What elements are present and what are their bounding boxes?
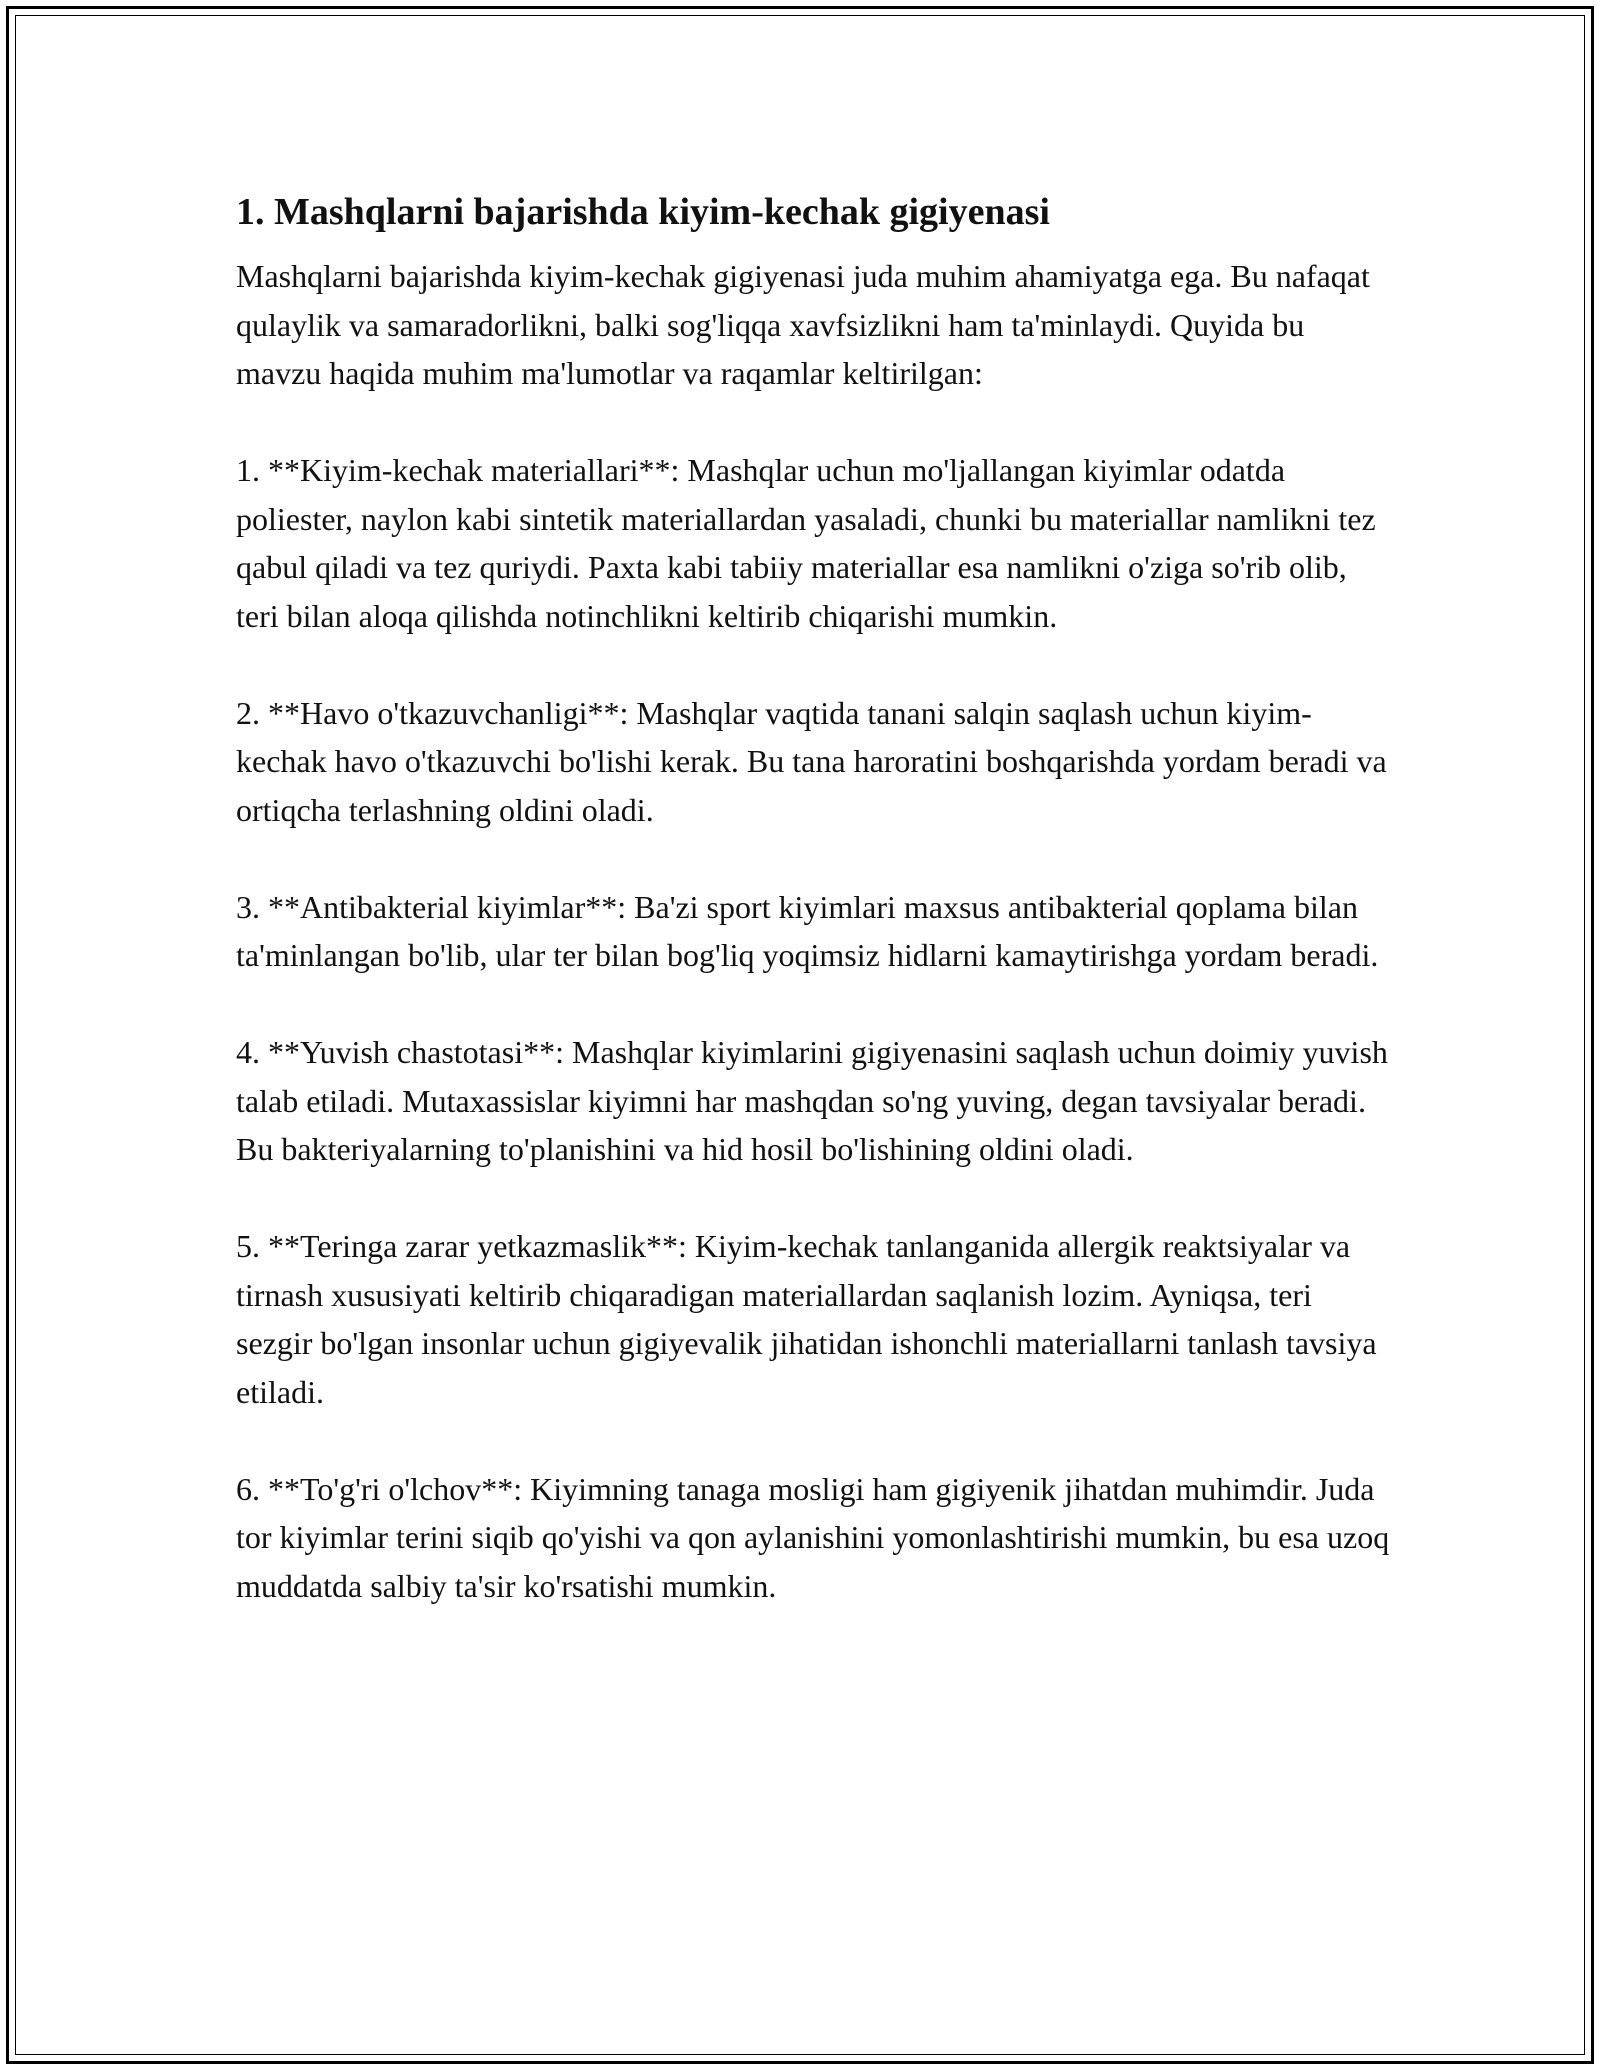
intro-paragraph: Mashqlarni bajarishda kiyim-kechak gigiyenasi juda muhim ahamiyatga ega. Bu nafaqat qulaylik va samaradorlikni, balki sog'liqqa xavfsizlikni ham ta'minlaydi. Quyida bu mavzu haqida muhim ma'lumotlar va raqamlar keltirilgan: xyxy=(236,258,1370,391)
list-item-skin-safety: 5. **Teringa zarar yetkazmaslik**: Kiyim-kechak tanlanganida allergik reaktsiyalar va tirnash xususiyati keltirib chiqaradigan materiallardan saqlanish lozim. Ayniqsa, teri sezgir bo'lgan insonlar uchun gigiyevalik jihatidan ishonchli materiallarni tanlash tavsiya etiladi. xyxy=(236,1228,1377,1410)
list-item-fit: 6. **To'g'ri o'lchov**: Kiyimning tanaga mosligi ham gigiyenik jihatdan muhimdir. Juda tor kiyimlar terini siqib qo'yishi va qon aylanishini yomonlashtirishi mumkin, bu esa uzoq muddatda salbiy ta'sir ko'rsatishi mumkin. xyxy=(236,1470,1390,1604)
list-item-washing: 4. **Yuvish chastotasi**: Mashqlar kiyimlarini gigiyenasini saqlash uchun doimiy yuvish talab etiladi. Mutaxassislar kiyimni har mashqdan so'ng yuving, degan tavsiyalar beradi. Bu bakteriyalarning to'planishini va hid hosil bo'lishining oldini oladi. xyxy=(236,1034,1388,1167)
document-body xyxy=(236,188,1396,1659)
list-item-breathability: 2. **Havo o'tkazuvchanligi**: Mashqlar vaqtida tanani salqin saqlash uchun kiyim-kechak havo o'tkazuvchi bo'lishi kerak. Bu tana haroratini boshqarishda yordam beradi va ortiqcha terlashning oldini oladi. xyxy=(236,694,1387,828)
list-item-materials: 1. **Kiyim-kechak materiallari**: Mashqlar uchun mo'ljallangan kiyimlar odatda poliester, naylon kabi sintetik materiallardan yasaladi, chunki bu materiallar namlikni tez qabul qiladi va tez quriydi. Paxta kabi tabiiy materiallar esa namlikni o'ziga so'rib olib, teri bilan aloqa qilishda notinchlikni keltirib chiqarishi mumkin. xyxy=(236,452,1376,634)
section-title: 1. Mashqlarni bajarishda kiyim-kechak gigiyenasi xyxy=(236,191,1050,233)
list-item-antibacterial: 3. **Antibakterial kiyimlar**: Ba'zi sport kiyimlari maxsus antibakterial qoplama bilan ta'minlangan bo'lib, ular ter bilan bog'liq yoqimsiz hidlarni kamaytirishga yordam beradi. xyxy=(236,888,1379,973)
